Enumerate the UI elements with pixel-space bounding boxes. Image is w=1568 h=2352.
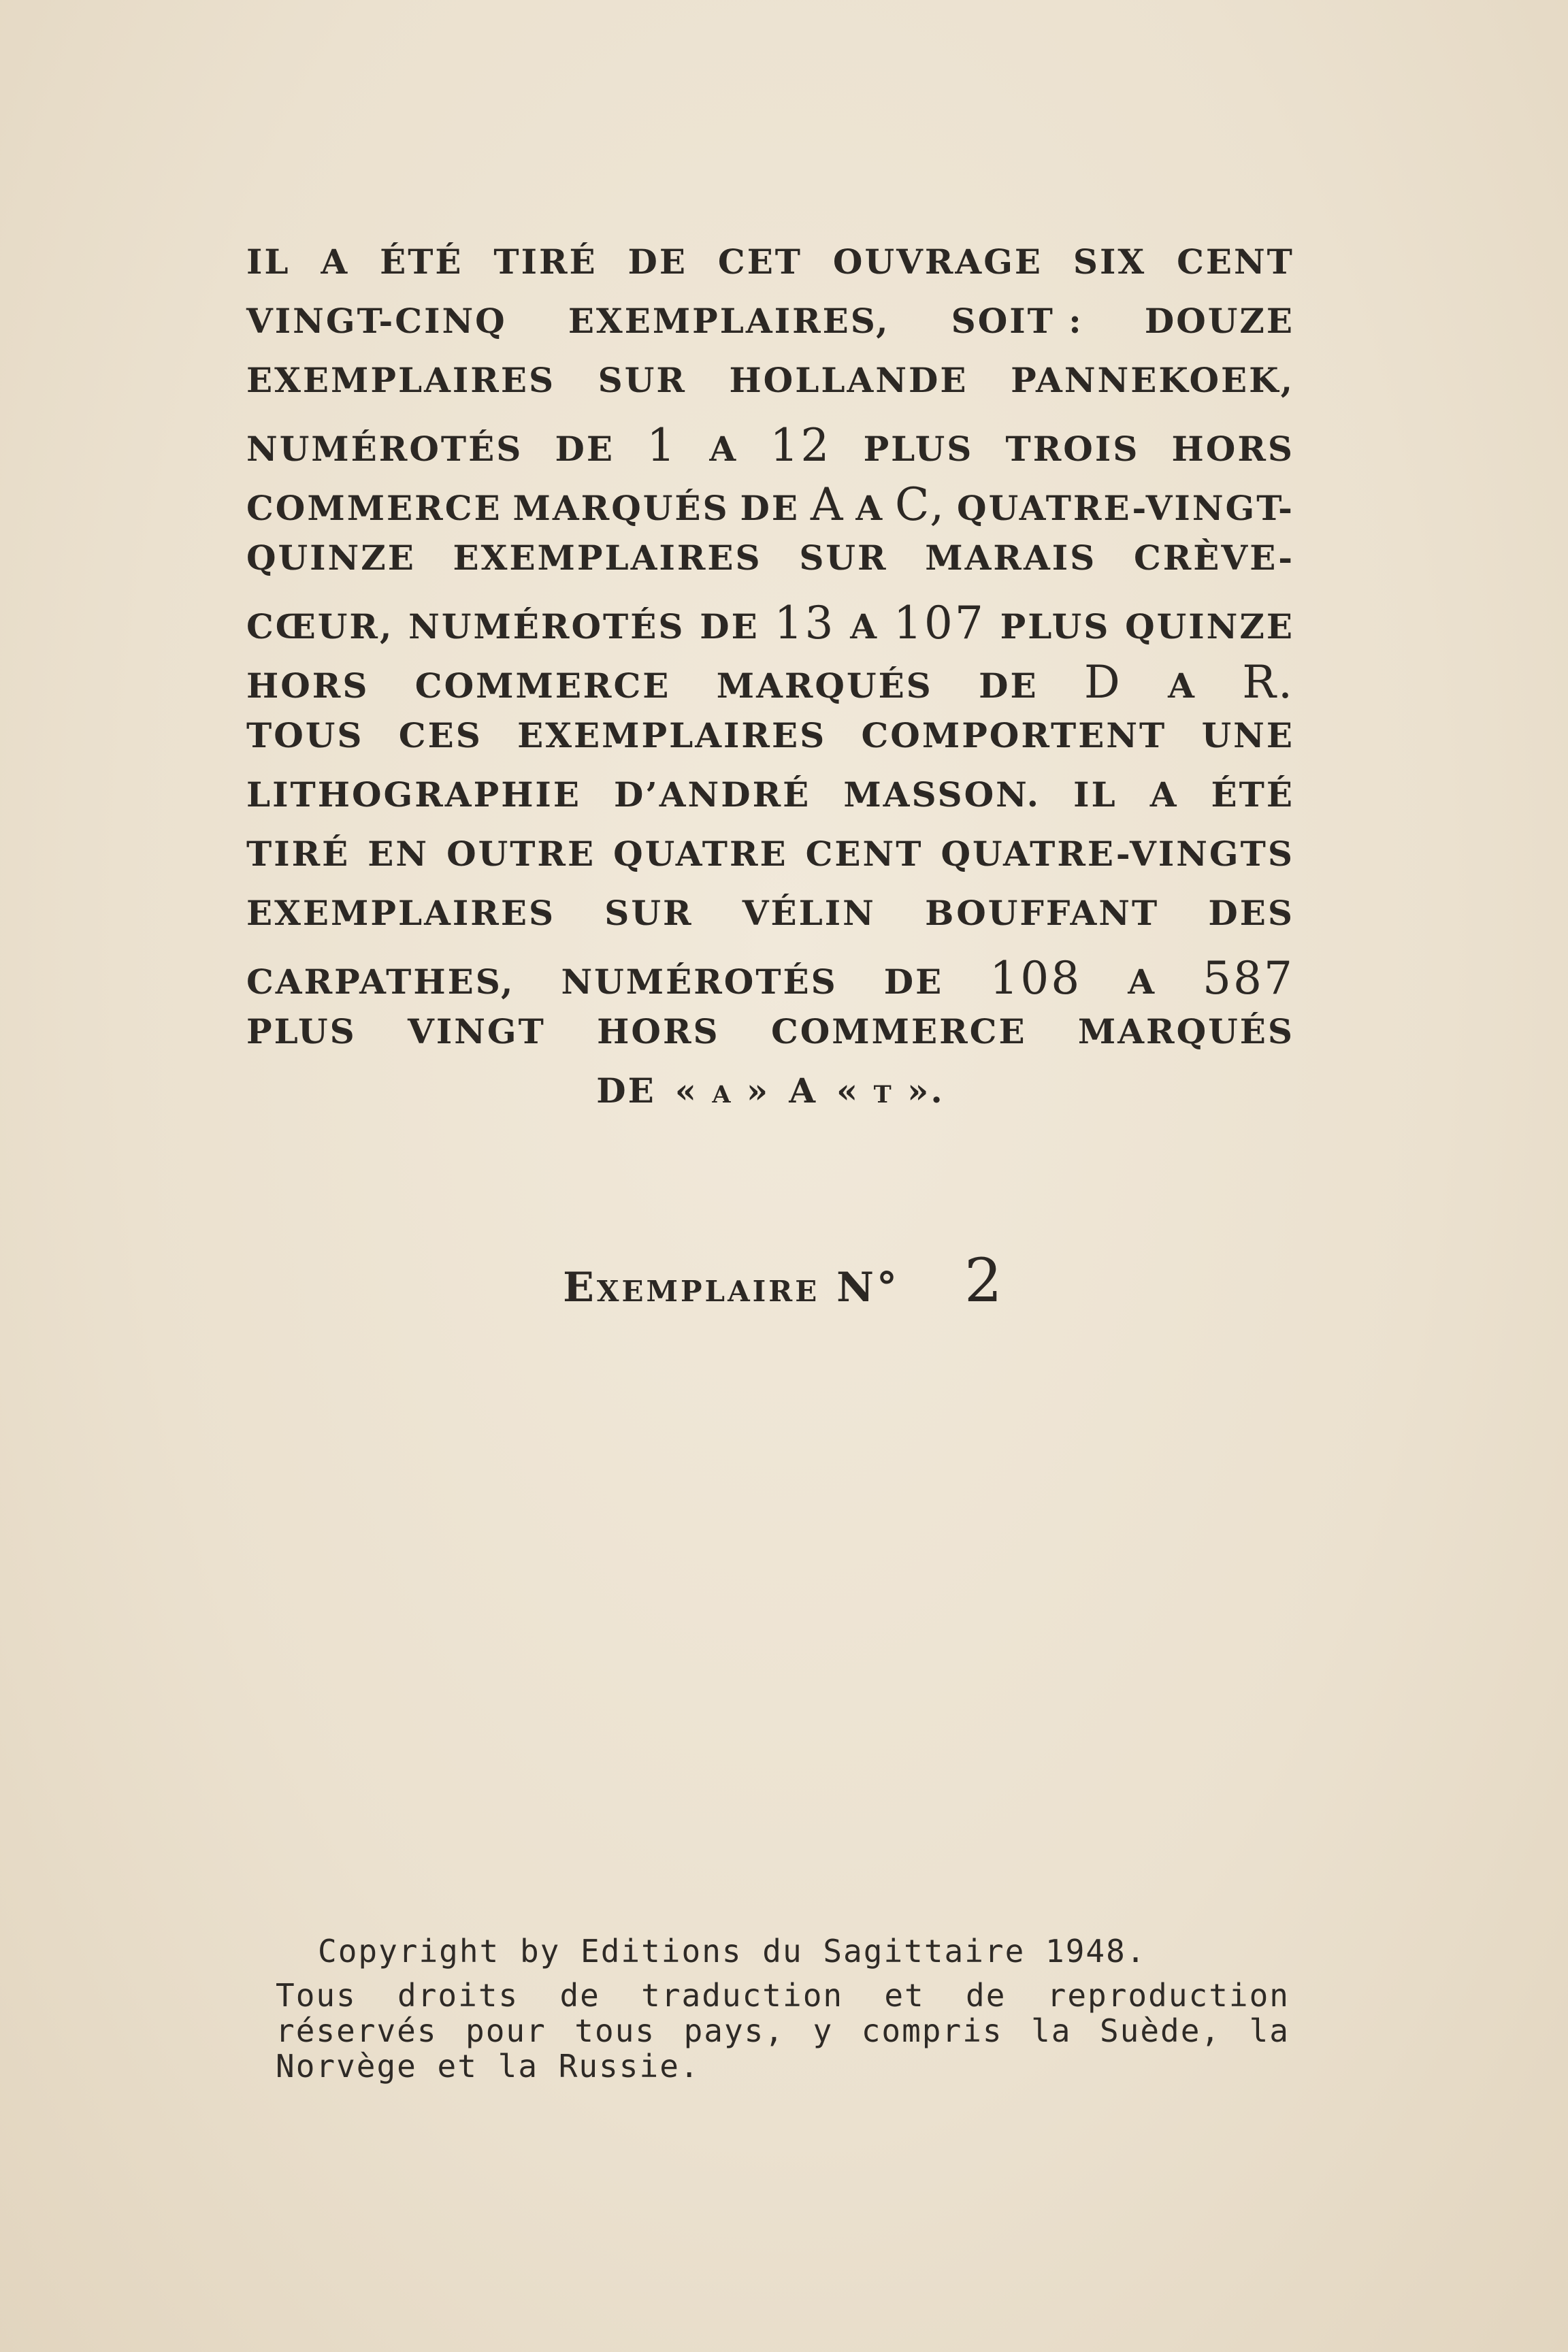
justification-word: A	[850, 606, 879, 647]
justification-word: A	[855, 488, 885, 528]
justification-word: MARAIS	[925, 538, 1097, 578]
justification-word: DE	[555, 429, 615, 469]
justification-word: DE	[979, 666, 1039, 706]
justification-word: TIRÉ	[493, 242, 598, 282]
justification-word: DE	[700, 606, 760, 647]
justification-word: EXEMPLAIRES	[246, 893, 556, 933]
justification-word: A	[789, 1071, 817, 1111]
justification-word: HORS	[597, 1011, 720, 1051]
justification-word: CENT	[805, 834, 924, 874]
justification-word: 12	[770, 419, 832, 472]
justification-word: D’ANDRÉ	[613, 774, 811, 815]
justification-word: D	[1083, 656, 1122, 708]
justification-word: PANNEKOEK,	[1011, 360, 1294, 400]
justification-line	[246, 242, 1294, 301]
justification-word: COMMERCE	[770, 1011, 1027, 1051]
copyright-line: Copyright by Editions du Sagittaire 1948.	[318, 1933, 1147, 1970]
justification-word: 13	[774, 597, 836, 649]
justification-line	[246, 656, 1294, 715]
justification-word: A	[1128, 962, 1157, 1002]
justification-word: DOUZE	[1144, 301, 1294, 341]
justification-word: TOUS	[246, 715, 364, 755]
justification-word: EXEMPLAIRES	[453, 538, 762, 578]
justification-word: QUATRE-VINGT-	[957, 488, 1294, 528]
justification-word: PLUS	[1000, 606, 1111, 647]
justification-word: MASSON.	[843, 774, 1041, 815]
justification-word: CRÈVE-	[1133, 538, 1294, 578]
justification-word: QUINZE	[1125, 606, 1294, 647]
justification-word: QUATRE-VINGTS	[941, 834, 1294, 874]
justification-line	[246, 597, 1294, 656]
justification-word: SIX	[1073, 242, 1147, 282]
justification-word: NUMÉROTÉS	[408, 606, 685, 647]
justification-line	[246, 360, 1294, 419]
justification-word: BOUFFANT	[925, 893, 1160, 933]
justification-word: SUR	[598, 360, 687, 400]
justification-line	[246, 893, 1294, 952]
justification-word: PLUS	[246, 1011, 357, 1051]
justification-word: DE	[627, 242, 688, 282]
justification-word: EXEMPLAIRES	[517, 715, 827, 755]
justification-line	[246, 952, 1294, 1011]
justification-word: OUTRE	[446, 834, 596, 874]
justification-word: IL	[246, 242, 291, 282]
justification-word: COMMERCE	[414, 666, 671, 706]
copyright-notice	[276, 1933, 1290, 2084]
justification-word: PLUS	[863, 429, 974, 469]
justification-word: LITHOGRAPHIE	[246, 774, 581, 815]
justification-line	[246, 1011, 1294, 1071]
justification-line	[246, 715, 1294, 774]
justification-word: A	[321, 242, 350, 282]
justification-word: A	[709, 429, 738, 469]
justification-word: DE	[883, 962, 944, 1002]
justification-word: CŒUR,	[246, 606, 394, 647]
justification-word: CARPATHES,	[246, 962, 515, 1002]
justification-word: HOLLANDE	[729, 360, 968, 400]
justification-word: CES	[398, 715, 483, 755]
justification-line	[246, 834, 1294, 893]
justification-word: MARQUÉS	[1077, 1011, 1294, 1051]
justification-word: HORS	[1171, 429, 1294, 469]
justification-word: COMMERCE	[246, 488, 502, 528]
justification-word: A	[1149, 774, 1179, 815]
justification-word: UNE	[1201, 715, 1294, 755]
justification-word: 1	[647, 419, 678, 472]
justification-text	[246, 242, 1294, 1130]
justification-word: DE	[596, 1071, 656, 1111]
justification-word: SUR	[604, 893, 693, 933]
copy-number-line	[0, 1245, 1568, 1316]
justification-line	[246, 774, 1294, 834]
justification-word: DES	[1208, 893, 1294, 933]
justification-word: VINGT-CINQ	[246, 301, 507, 341]
justification-word: MARQUÉS	[512, 488, 730, 528]
justification-word: « a »	[674, 1071, 770, 1111]
justification-word: EN	[368, 834, 429, 874]
justification-word: ÉTÉ	[380, 242, 463, 282]
justification-word: CENT	[1177, 242, 1294, 282]
justification-word: VÉLIN	[742, 893, 876, 933]
justification-word: NUMÉROTÉS	[246, 429, 523, 469]
justification-line	[246, 301, 1294, 360]
justification-word: SUR	[799, 538, 888, 578]
justification-word: EXEMPLAIRES,	[568, 301, 890, 341]
justification-word: SOIT :	[951, 301, 1083, 341]
justification-line	[246, 538, 1294, 597]
justification-word: « t ».	[836, 1071, 945, 1111]
rights-reserved-text: Tous droits de traduction et de reproduction réservés pour tous pays, y compris la Suède, la Norvège et la Russie.	[276, 1977, 1290, 2085]
justification-word: R.	[1242, 656, 1294, 708]
justification-word: 108	[990, 952, 1082, 1004]
justification-word: EXEMPLAIRES	[246, 360, 556, 400]
justification-word: ÉTÉ	[1211, 774, 1294, 815]
justification-word: QUINZE	[246, 538, 416, 578]
justification-word: CET	[717, 242, 803, 282]
justification-word: A	[810, 478, 845, 531]
copy-label: Exemplaire	[563, 1264, 820, 1311]
justification-line	[246, 419, 1294, 478]
justification-word: MARQUÉS	[716, 666, 933, 706]
justification-word: COMPORTENT	[861, 715, 1167, 755]
justification-word: NUMÉROTÉS	[561, 962, 838, 1002]
justification-word: A	[1168, 666, 1196, 706]
justification-word: DE	[740, 488, 800, 528]
justification-word: 587	[1203, 952, 1294, 1004]
justification-word: TROIS	[1005, 429, 1140, 469]
justification-word: VINGT	[408, 1011, 546, 1051]
copy-number: 2	[964, 1245, 1005, 1316]
justification-word: HORS	[246, 666, 370, 706]
justification-word: OUVRAGE	[832, 242, 1043, 282]
justification-word: QUATRE	[613, 834, 788, 874]
justification-word: C,	[895, 478, 947, 531]
number-abbreviation: N°	[836, 1264, 900, 1311]
justification-word: 107	[893, 597, 985, 649]
justification-line	[246, 1071, 1294, 1130]
justification-word: IL	[1073, 774, 1117, 815]
justification-line	[246, 478, 1294, 538]
justification-word: TIRÉ	[246, 834, 350, 874]
